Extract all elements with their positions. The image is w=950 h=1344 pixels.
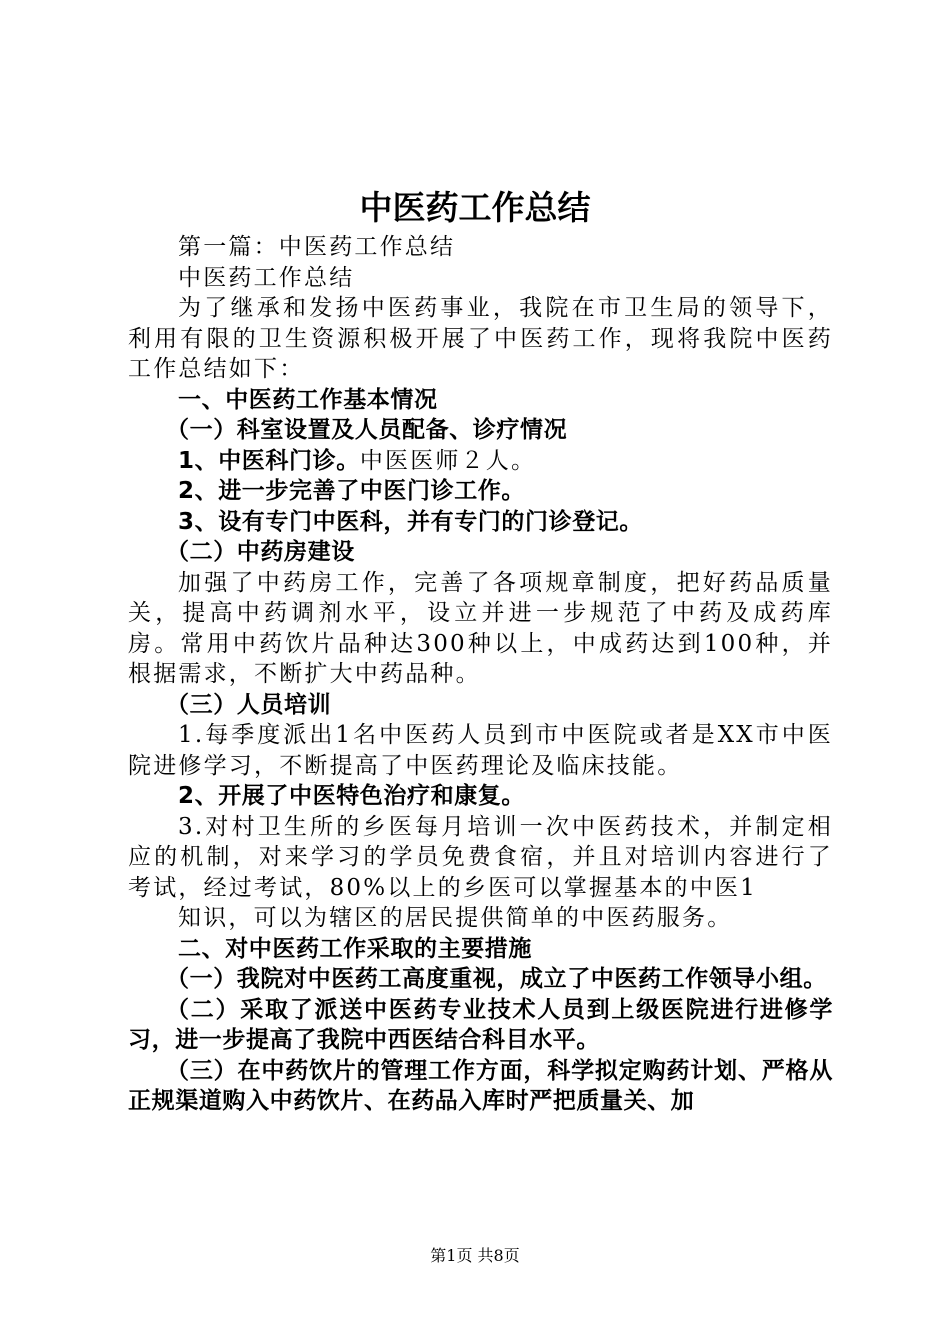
paragraph-training-3-cont: 知识，可以为辖区的居民提供简单的中医药服务。: [178, 905, 733, 931]
subsection-heading-1-2: （二）中药房建设: [166, 539, 355, 565]
list-item-1-detail: 中医医师２人。: [359, 447, 537, 474]
page-footer: 第1页 共8页: [430, 1246, 520, 1265]
paragraph-training-3: 3.对村卫生所的乡医每月培训一次中医药技术，并制定相应的机制，对来学习的学员免费食宿，并且对培训内容进行了考试，经过考试，80%以上的乡医可以掌握基本的中医1: [128, 813, 833, 901]
measure-2: （二）采取了派送中医药专业技术人员到上级医院进行进修学习，进一步提高了我院中西医结合科目水平。: [128, 996, 833, 1053]
measure-3: （三）在中药饮片的管理工作方面，科学拟定购药计划、严格从正规渠道购入中药饮片、在药品入库时严把质量关、加: [128, 1057, 833, 1114]
paragraph-training-2: 2、开展了中医特色治疗和康复。: [178, 783, 526, 809]
section-heading-2: 二、对中医药工作采取的主要措施: [178, 935, 532, 962]
paragraph-subtitle: 中医药工作总结: [178, 264, 355, 291]
paragraph-intro: 为了继承和发扬中医药事业，我院在市卫生局的领导下，利用有限的卫生资源积极开展了中医药工作，现将我院中医药工作总结如下：: [128, 295, 833, 382]
document-title: 中医药工作总结: [359, 188, 591, 227]
measure-1: （一）我院对中医药工高度重视，成立了中医药工作领导小组。: [166, 966, 827, 992]
list-item-2: 2、进一步完善了中医门诊工作。: [178, 478, 526, 504]
subsection-heading-1-3: （三）人员培训: [166, 691, 332, 718]
paragraph-pharmacy: 加强了中药房工作，完善了各项规章制度，把好药品质量关，提高中药调剂水平，设立并进一步规范了中药及成药库房。常用中药饮片品种达300种以上，中成药达到100种，并根据需求，不断扩大中药品种。: [128, 569, 833, 687]
list-item-1-label: 1、中医科门诊。: [178, 447, 360, 474]
section-heading-1: 一、中医药工作基本情况: [178, 386, 438, 413]
subsection-heading-1-1: （一）科室设置及人员配备、诊疗情况: [166, 417, 568, 443]
paragraph-training-1: 1.每季度派出1名中医药人员到市中医院或者是XX市中医院进修学习，不断提高了中医药理论及临床技能。: [128, 722, 833, 779]
list-item-3: 3、设有专门中医科，并有专门的门诊登记。: [178, 508, 644, 535]
document-body: [128, 232, 833, 1117]
paragraph-chapter-heading: 第一篇：中医药工作总结: [178, 234, 456, 260]
list-item-1: [128, 446, 833, 477]
